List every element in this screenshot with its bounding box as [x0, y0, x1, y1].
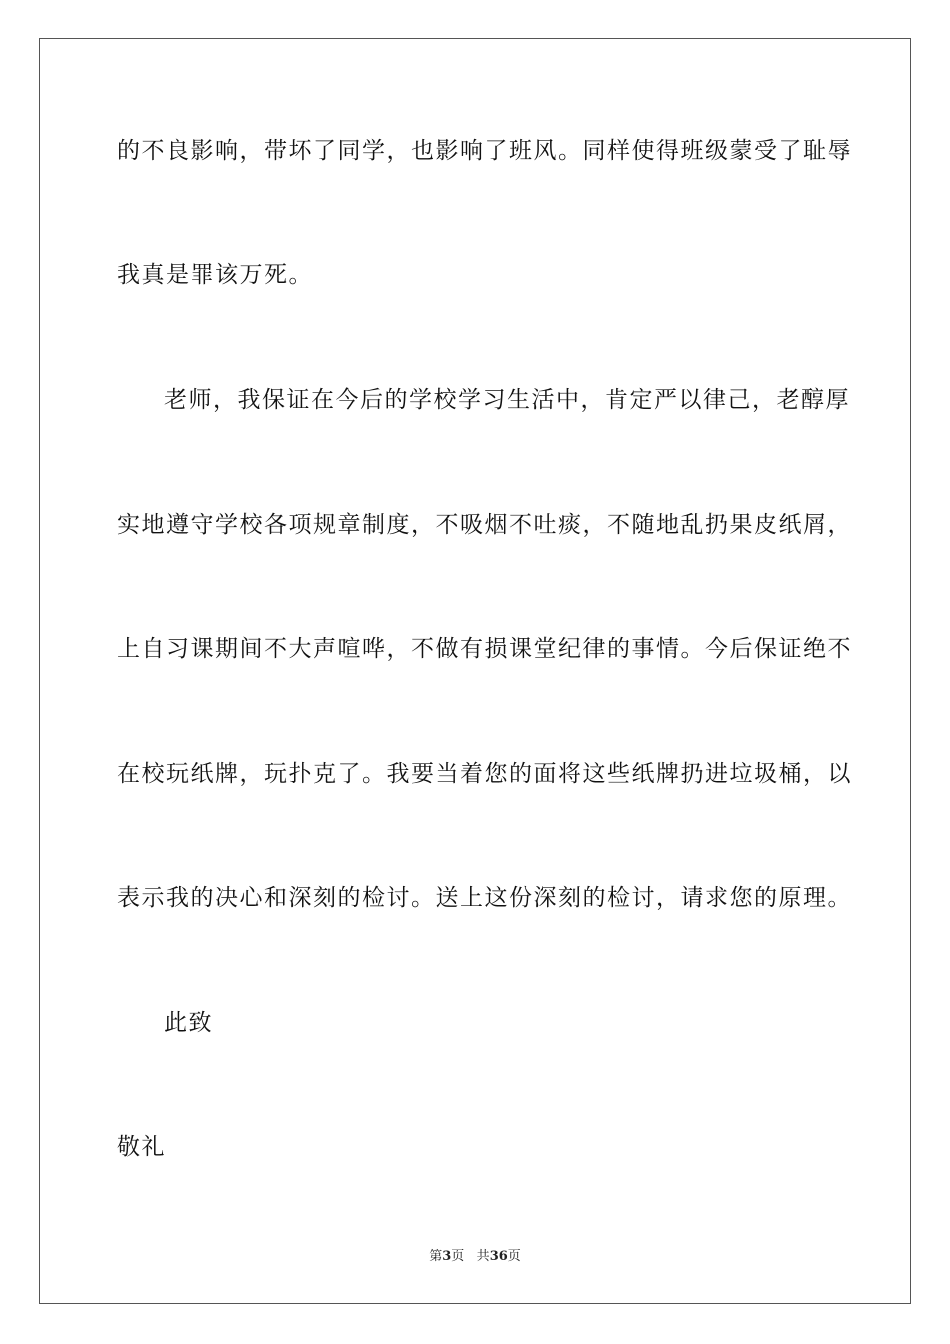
total-prefix: 共 [476, 1249, 490, 1264]
body-line-4: 实地遵守学校各项规章制度，不吸烟不吐痰，不随地乱扔果皮纸屑， [117, 512, 852, 538]
body-line-7: 表示我的决心和深刻的检讨。送上这份深刻的检讨，请求您的原理。 [117, 885, 852, 911]
body-line-5: 上自习课期间不大声喧哗，不做有损课堂纪律的事情。今后保证绝不 [117, 636, 852, 662]
total-suffix: 页 [507, 1249, 521, 1264]
body-line-1: 的不良影响，带坏了同学，也影响了班风。同样使得班级蒙受了耻辱 [117, 138, 852, 164]
body-line-3: 老师，我保证在今后的学校学习生活中，肯定严以律己，老醇厚 [164, 387, 850, 413]
page-footer [0, 1248, 950, 1266]
body-line-6: 在校玩纸牌，玩扑克了。我要当着您的面将这些纸牌扔进垃圾桶，以 [117, 761, 852, 787]
body-line-2: 我真是罪该万死。 [117, 262, 313, 288]
page-border [39, 38, 911, 1304]
closing-salutation: 此致 [164, 1010, 213, 1036]
page-number: 3 [442, 1249, 452, 1264]
total-pages: 36 [489, 1249, 508, 1264]
page-suffix: 页 [451, 1249, 465, 1264]
closing-regards: 敬礼 [117, 1134, 166, 1160]
page-prefix: 第 [429, 1249, 443, 1264]
